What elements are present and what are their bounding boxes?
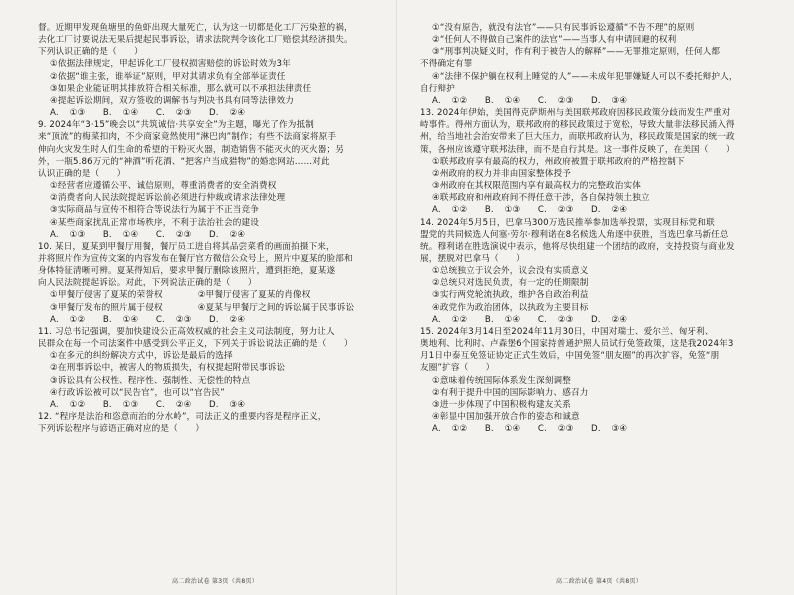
left-column-line: ①在多元的纠纷解决方式中，诉讼是最后的选择 (50, 351, 233, 362)
right-column-line: ①意味着传统国际体系发生深刻调整 (432, 375, 572, 386)
left-column-line: ①经营者应遵循公平、诚信原则，尊重消费者的安全消费权 (50, 181, 277, 192)
right-column-line: ①总统独立于议会外，议会没有实质意义 (432, 266, 589, 277)
left-column-line: ④某些商家扰乱正常市场秩序，不利于法治社会的建设 (50, 217, 259, 228)
right-page-column (420, 22, 772, 435)
right-column-line: 月1日中泰互免签证协定正式生效后，中国免签“朋友圈”的再次扩容，免签“朋 (420, 351, 720, 362)
left-column-line: 外，一瓶5.86万元的“神酒”听花酒、“把客户当成猎物”的婚恋网站……对此 (38, 156, 330, 167)
right-column-line: ②“任何人不得做自己案件的法官”——当事人有申请回避的权利 (432, 35, 677, 46)
left-column-line: 向人民法院提起诉讼。对此，下列说法正确的是（ ） (38, 278, 257, 289)
left-column-line: 伸向火灾发生时人们生命的希望的干粉灭火器，制造销售不能灭火的灭火器；另 (38, 144, 345, 155)
left-column-line: 9. 2024年“3·15”晚会以“共筑诚信·共享安全”为主题，曝光了作为抵制 (38, 120, 314, 131)
left-column-line: 民群众在每一个司法案件中感受到公平正义，下列关于诉讼说法正确的是（ ） (38, 339, 353, 350)
left-column-line: 认识正确的是（ ） (38, 168, 126, 179)
right-column-line: 盟党的共同候选人何塞·劳尔·穆利诺在8名候选人角逐中获胜，当选巴拿马新任总 (420, 229, 729, 240)
footer-page-4: 高二政治试卷 第4页（共8页） (556, 578, 643, 585)
left-column-line: 督。近期甲发现鱼塘里的鱼虾出现大量死亡，认为这一切都是化工厂污染惹的祸， (38, 23, 353, 33)
left-column-line: 10. 某日，夏某到甲餐厅用餐，餐厅员工进自将其品尝菜肴的画面拍摄下来， (38, 241, 335, 252)
left-column-line: ④提起诉讼期间，双方签收的调解书与判决书具有同等法律效力 (50, 95, 294, 106)
right-column-line: ④彰显中国加强开放合作的姿态和诚意 (432, 412, 580, 422)
right-column-line: 峙事件。得州方面认为，联邦政府的移民政策过于宽松，导致大量非法移民涌入得 (420, 120, 735, 131)
right-column-line: ①联邦政府享有最高的权力，州政府被置于联邦政府的严格控制下 (432, 156, 685, 167)
right-column-line: ④政党作为政治团体，以执政为主要目标 (432, 302, 589, 313)
left-column-line: 去化工厂讨要说法无果后提起民事诉讼，请求法院判令该化工厂赔偿其经济损失。 (38, 35, 353, 46)
left-column-line: ③实际商品与宣传不相符合等说法行为属于不正当竞争 (50, 205, 259, 216)
left-column-line: A. ①③ B. ①④ C. ②③ D. ②④ (50, 229, 246, 240)
right-column-line: ④“法律不保护躺在权利上睡觉的人”——未成年犯罪嫌疑人可以不委托辩护人， (432, 71, 738, 82)
left-column-line: A. ①③ B. ①④ C. ②③ D. ②④ (50, 108, 246, 119)
left-column-line: ①依据法律规定，甲起诉化工厂侵权损害赔偿的诉讼时效为3年 (50, 59, 291, 70)
right-column-line: ②总统只对选民负责，有一定的任期限制 (432, 278, 589, 289)
left-page-column (38, 22, 390, 435)
right-column-line: ③“刑事判决疑义时，作有利于被告人的解释”——无罪推定原则，任何人都 (432, 47, 721, 58)
left-column-line: ④行政诉讼被可以“民告官”，也可以“官告民” (50, 387, 225, 398)
right-column-line: 友圈”扩容（ ） (420, 363, 495, 374)
right-column-line: 14. 2024年5月5日，巴拿马300万选民推举参加选举投票，实现目标党和联 (420, 217, 715, 228)
right-column-line: ③进一步体现了中国积极构建友关系 (432, 399, 572, 410)
right-column-line: 统。穆利诺在胜选演说中表示，他将尽快组建一个团结的政府，支持投资与商业发 (420, 241, 735, 252)
right-column-line: 自行辩护 (420, 83, 455, 94)
left-column-line: A. ①② B. ①③ C. ②④ D. ③④ (50, 399, 246, 410)
left-column-line: 11. 习总书记强调，要加快建设公正高效权威的社会主义司法制度，努力让人 (38, 326, 335, 337)
left-column-line: 来“顶流”的梅菜扣肉，不少商家竟然使用“淋巴肉”制作；有些不法商家将原手 (38, 132, 337, 143)
right-column-line: 策，各州应该遵守联邦法律，而不是自行其是。这一事件反映了，在美国（ ） (420, 144, 735, 155)
page-fold-line (396, 0, 397, 595)
left-column-line: ②依据“谁主张，谁举证”原则，甲对其请求负有全部举证责任 (50, 71, 286, 82)
left-column-line: A. ①② B. ①④ C. ②③ D. ②④ (50, 314, 246, 325)
right-column-line: A. ①② B. ①④ C. ②③ D. ③④ (432, 95, 628, 106)
left-column-line: ②在刑事诉讼中，被害人的物质损失，有权提起附带民事诉讼 (50, 363, 286, 374)
right-column-line: A. ①② B. ①④ C. ②③ D. ③④ (432, 424, 628, 435)
left-column-line: ①甲餐厅侵害了夏某的荣誉权 ②甲餐厅侵害了夏某的肖像权 (50, 290, 311, 301)
right-column-line: ④联邦政府和州政府间不得任意干涉，各自保持领土独立 (432, 193, 650, 204)
left-column-line: ③如果企业能证明其排放符合相关标准，那么就可以不承担法律责任 (50, 83, 312, 94)
right-column-line: ②有利于提升中国的国际影响力、感召力 (432, 387, 589, 398)
left-column-line: 并将照片作为宣传文案的内容发布在餐厅官方微信公众号上，照片中夏某的脸部和 (38, 253, 353, 264)
right-column-line: 13. 2024年伊始，美国得克萨斯州与美国联邦政府因移民政策分歧而发生严重对 (420, 108, 731, 119)
right-column-line: ①“没有原告，就没有法官”——只有民事诉讼遵循“不告不理”的原则 (432, 23, 695, 33)
footer-page-3: 高二政治试卷 第3页（共8页） (172, 578, 259, 585)
right-column-line: A. ①② B. ①③ C. ②③ D. ②④ (432, 205, 628, 216)
left-column-line: 12. “程序是法治和恣意而治的分水岭”，司法正义的重要内容是程序正义， (38, 412, 327, 422)
right-column-line: 不得确定有罪 (420, 59, 473, 70)
right-column-line: ③州政府在其权限范围内享有最高权力的完整政治实体 (432, 181, 641, 192)
right-column-line: 州，给当地社会治安带来了巨大压力，而联邦政府认为，移民政策是国家的统一政 (420, 132, 735, 143)
left-column-line: 下列认识正确的是（ ） (38, 47, 143, 58)
left-column-line: ②消费者向人民法院提起诉讼前必须进行仲裁或请求法律处理 (50, 193, 286, 204)
right-column-line: ②州政府的权力并非由国家整体授予 (432, 168, 572, 179)
right-column-line: ③实行两党轮流执政，维护各自政治利益 (432, 290, 589, 301)
right-column-line: A. ①② B. ①④ C. ②③ D. ②④ (432, 314, 628, 325)
right-column-line: 展，摆脱对巴拿马（ ） (420, 253, 525, 264)
left-column-line: ③诉讼具有公权性、程序性、强制性、无偿性的特点 (50, 375, 251, 386)
right-column-line: 奥地利、比利时、卢森堡6个国家持普通护照人员试行免签政策，这是我2024年3 (420, 339, 734, 350)
left-column-line: ③甲餐厅发布的照片属于侵权 ④夏某与甲餐厅之间的诉讼属于民事诉讼 (50, 302, 355, 313)
left-column-line: 下列诉讼程序与谚语正确对应的是（ ） (38, 424, 205, 435)
left-column-line: 身体特征清晰可辨。夏某得知后，要求甲餐厅删除该照片，遭到拒绝，夏某遂 (38, 266, 336, 277)
right-column-line: 15. 2024年3月14日至2024年11月30日，中国对瑞士、爱尔兰、匈牙利、 (420, 326, 714, 337)
